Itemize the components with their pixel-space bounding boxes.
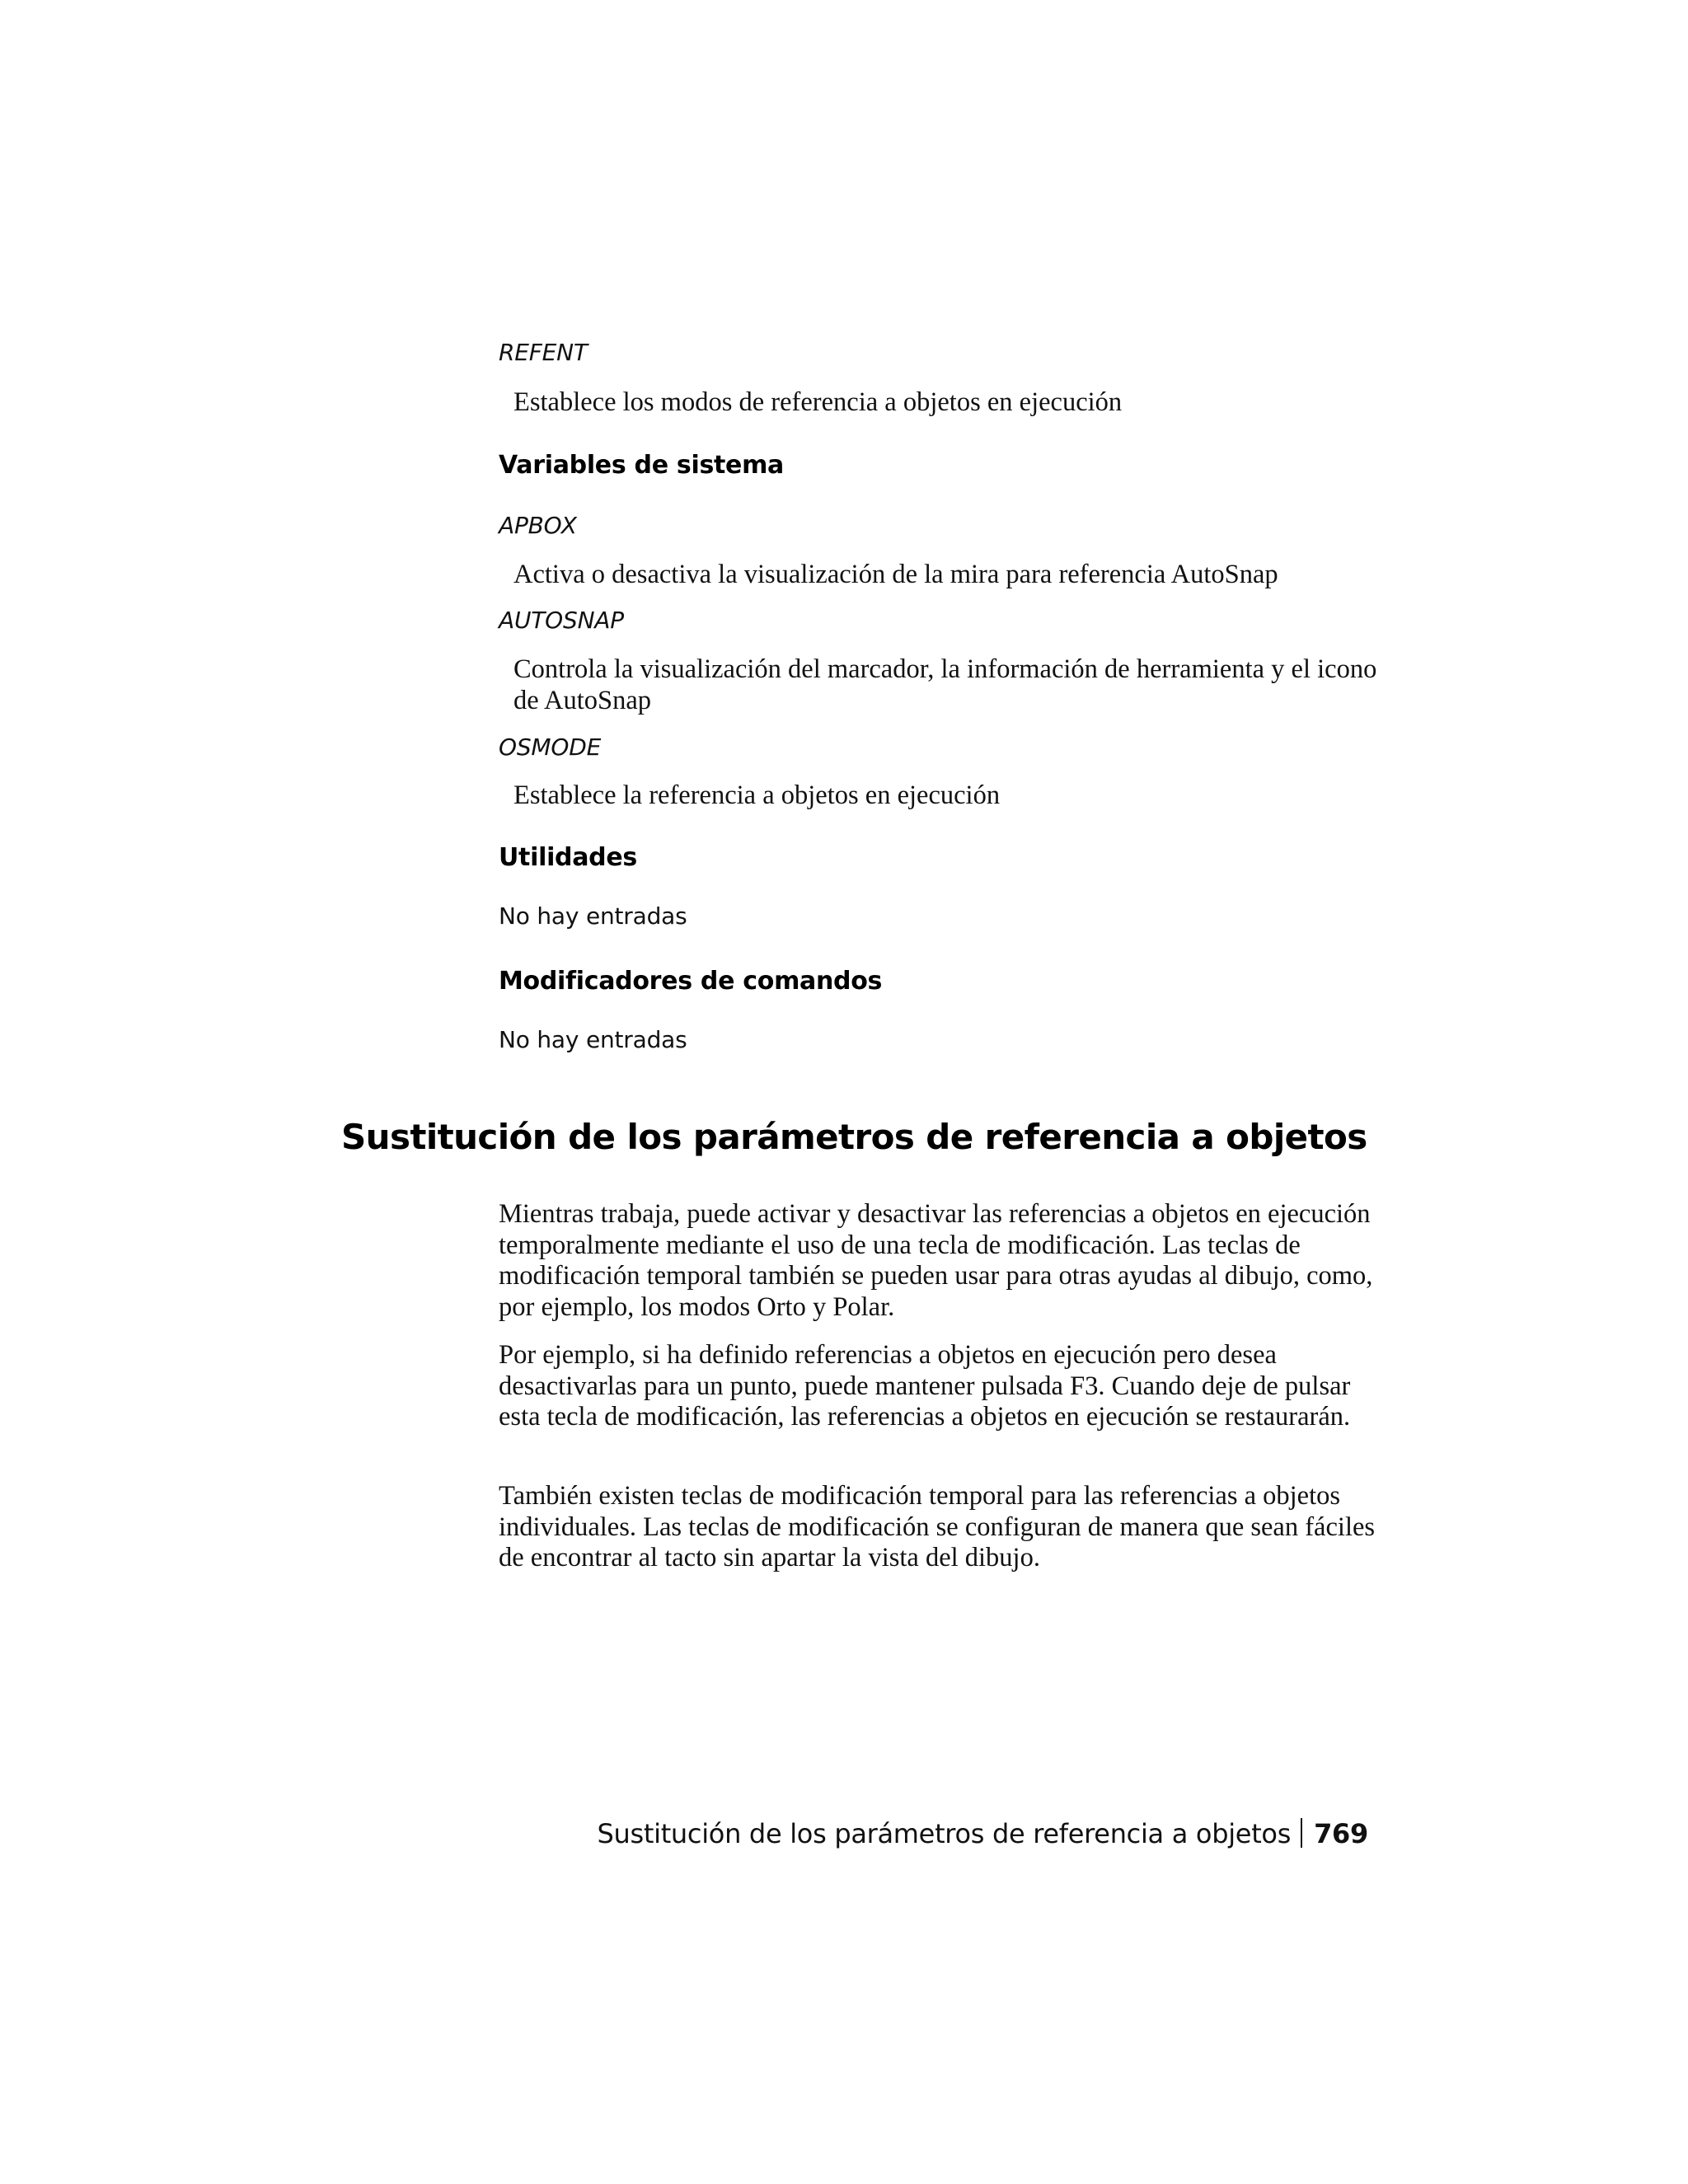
section-paragraph-3: También existen teclas de modificación temporal para las referencias a objetos individuales. Las teclas de modificación se configuran de manera que sean fáciles de encontrar al tacto sin apartar la vista del dibujo. (499, 1481, 1376, 1572)
footer-running-title: Sustitución de los parámetros de referencia a objetos (597, 1818, 1292, 1849)
osmode-definition: Establece la referencia a objetos en ejecución (513, 780, 1001, 810)
autosnap-term: AUTOSNAP (499, 607, 624, 634)
osmode-term: OSMODE (499, 733, 602, 761)
command-modifiers-heading: Modificadores de comandos (499, 967, 883, 996)
utilities-text: No hay entradas (499, 902, 687, 930)
command-modifiers-heading-block (499, 965, 1372, 998)
command-modifiers-text: No hay entradas (499, 1026, 687, 1053)
utilities-heading-block (499, 841, 1372, 874)
osmode-entry (499, 733, 1372, 762)
apbox-term: APBOX (499, 512, 577, 539)
autosnap-definition: Controla la visualización del marcador, la información de herramienta y el icono de AutoSnap (513, 654, 1377, 715)
refent-term: REFENT (499, 339, 588, 366)
command-modifiers-text-block (499, 1025, 1372, 1055)
page-footer (597, 1816, 1368, 1852)
apbox-entry (499, 511, 1372, 541)
section-title: Sustitución de los parámetros de referencia a objetos (341, 1117, 1367, 1157)
section-paragraph-1: Mientras trabaja, puede activar y desactivar las referencias a objetos en ejecución temporalmente mediante el uso de una tecla de modificación. Las teclas de modificación temporal también se pueden usar para otras ayudas al dibujo, como, por ejemplo, los modos Orto y Polar. (499, 1199, 1373, 1322)
apbox-definition: Activa o desactiva la visualización de la mira para referencia AutoSnap (513, 560, 1278, 589)
utilities-text-block (499, 902, 1372, 931)
footer-separator (1301, 1818, 1302, 1848)
system-variables-heading: Variables de sistema (499, 451, 785, 480)
refent-definition: Establece los modos de referencia a objetos en ejecución (513, 387, 1123, 417)
refent-entry (499, 338, 1372, 368)
system-variables-heading-block (499, 449, 1372, 482)
section-paragraph-2: Por ejemplo, si ha definido referencias a objetos en ejecución pero desea desactivarlas para un punto, puede mantener pulsada F3. Cuando deje de pulsar esta tecla de modificación, las referencias a objetos en ejecución se restaurarán. (499, 1340, 1351, 1432)
apbox-definition-block (499, 559, 1372, 590)
autosnap-entry (499, 606, 1372, 635)
refent-definition-block (499, 387, 1372, 418)
autosnap-definition-block (499, 654, 1397, 716)
osmode-definition-block (499, 780, 1372, 811)
page-number: 769 (1314, 1818, 1368, 1849)
utilities-heading: Utilidades (499, 843, 637, 872)
